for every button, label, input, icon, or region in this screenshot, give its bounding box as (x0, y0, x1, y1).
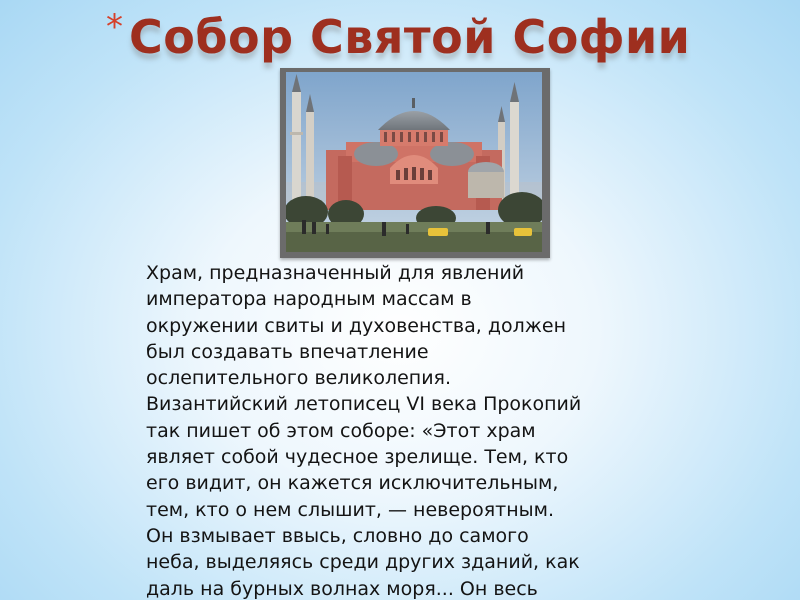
body-line: Византийский летописец VI века Прокопий (146, 393, 582, 416)
body-line: Храм, предназначенный для явлений (146, 262, 525, 284)
body-line: окружении свиты и духовенства, должен (146, 314, 566, 337)
photo-frame (280, 68, 550, 258)
body-line: неба, выделяясь среди других зданий, как (146, 551, 580, 574)
body-line: был создавать впечатление (146, 340, 429, 363)
body-line: тем, кто о нем слышит, — невероятным. (146, 498, 555, 521)
body-line: Он взмывает ввысь, словно до самого (146, 524, 529, 547)
body-line: так пишет об этом соборе: «Этот храм (146, 419, 536, 442)
hagia-sophia-photo-icon (286, 72, 542, 252)
slide-title: Собор Святой Софии (129, 10, 691, 64)
body-paragraph (146, 260, 676, 600)
title-bullet: * (106, 7, 123, 47)
body-line: являет собой чудесное зрелище. Тем, кто (146, 446, 569, 469)
body-line: ослепительного великолепия. (146, 367, 452, 390)
body-line: даль на бурных волнах моря... Он весь (146, 577, 538, 600)
title-row (106, 2, 690, 72)
body-line: его видит, он кажется исключительным, (146, 472, 559, 495)
body-line: императора народным массам в (146, 288, 472, 311)
